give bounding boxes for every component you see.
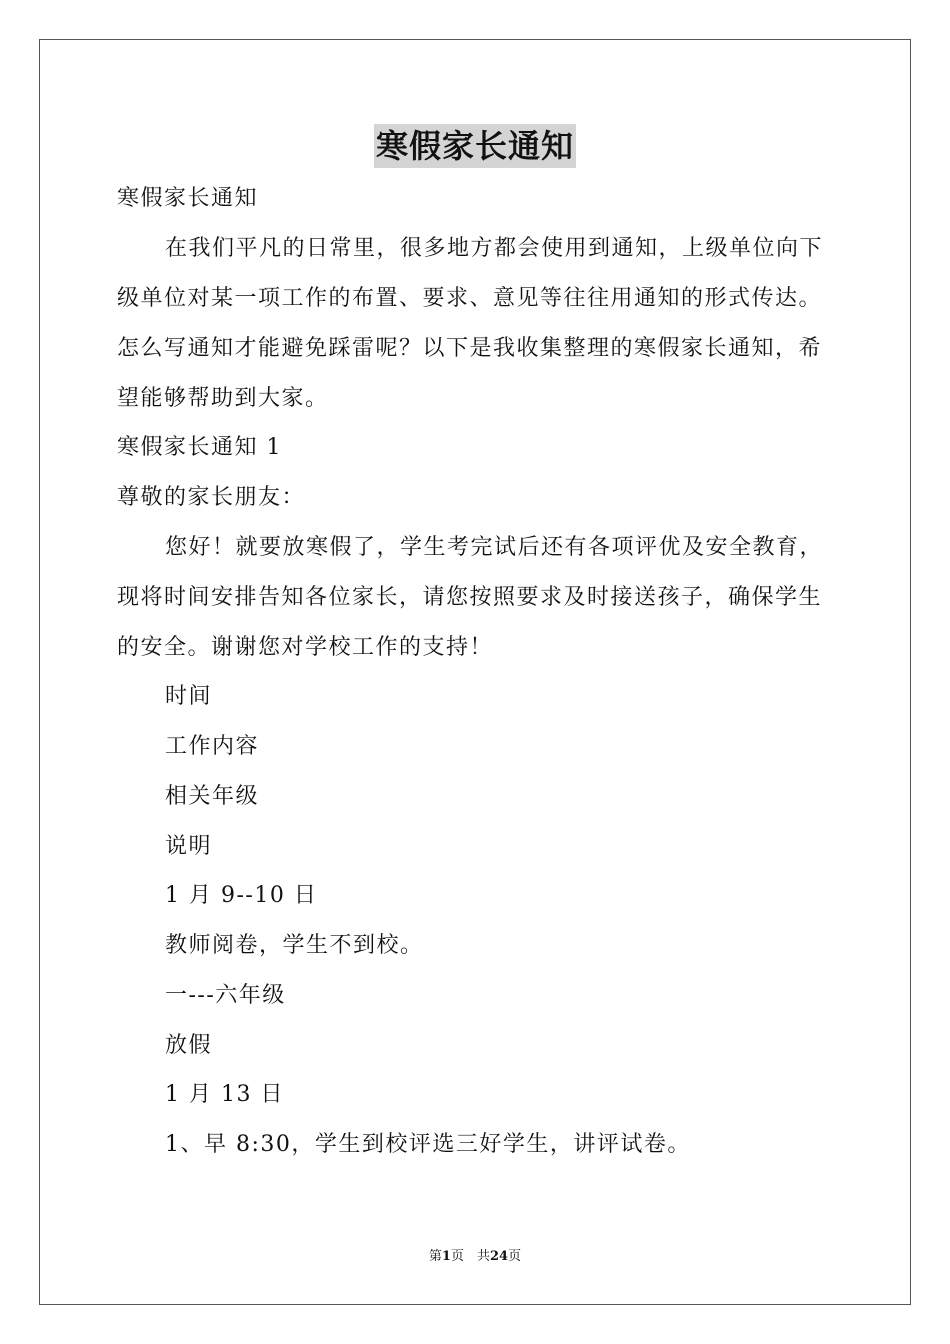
paragraph-line: 望能够帮助到大家。 — [117, 386, 329, 411]
table-header-grade: 相关年级 — [165, 784, 260, 809]
footer-page-number: 1 — [441, 1249, 451, 1264]
title-container — [0, 124, 950, 168]
paragraph-line: 的安全。谢谢您对学校工作的支持！ — [117, 635, 494, 660]
footer-mid: 页 共 — [450, 1249, 490, 1264]
table-cell-date: 1 月 13 日 — [165, 1082, 284, 1107]
paragraph-line: 现将时间安排告知各位家长，请您按照要求及时接送孩子，确保学生 — [117, 585, 823, 610]
paragraph-line: 您好！就要放寒假了，学生考完试后还有各项评优及安全教育， — [165, 535, 824, 560]
table-cell-content: 1、早 8:30，学生到校评选三好学生，讲评试卷。 — [165, 1132, 691, 1157]
footer-page-total: 24 — [489, 1249, 509, 1264]
paragraph-line: 怎么写通知才能避免踩雷呢？以下是我收集整理的寒假家长通知，希 — [117, 336, 823, 361]
footer-suffix: 页 — [508, 1249, 522, 1264]
table-cell-content: 教师阅卷，学生不到校。 — [165, 933, 424, 958]
page-footer — [0, 1248, 950, 1266]
document-title: 寒假家长通知 — [374, 124, 576, 168]
subtitle-line: 寒假家长通知 — [117, 186, 259, 211]
table-cell-date: 1 月 9--10 日 — [165, 883, 318, 908]
table-header-content: 工作内容 — [165, 734, 260, 759]
table-cell-note: 放假 — [165, 1033, 213, 1058]
paragraph-line: 在我们平凡的日常里，很多地方都会使用到通知，上级单位向下 — [165, 236, 824, 261]
footer-prefix: 第 — [428, 1249, 442, 1264]
section-heading: 寒假家长通知 1 — [117, 435, 282, 460]
table-header-time: 时间 — [165, 684, 213, 709]
salutation-line: 尊敬的家长朋友： — [117, 485, 306, 510]
page-border — [39, 39, 911, 1305]
paragraph-line: 级单位对某一项工作的布置、要求、意见等往往用通知的形式传达。 — [117, 286, 823, 311]
table-cell-grade: 一---六年级 — [165, 983, 286, 1008]
table-header-note: 说明 — [165, 834, 213, 859]
